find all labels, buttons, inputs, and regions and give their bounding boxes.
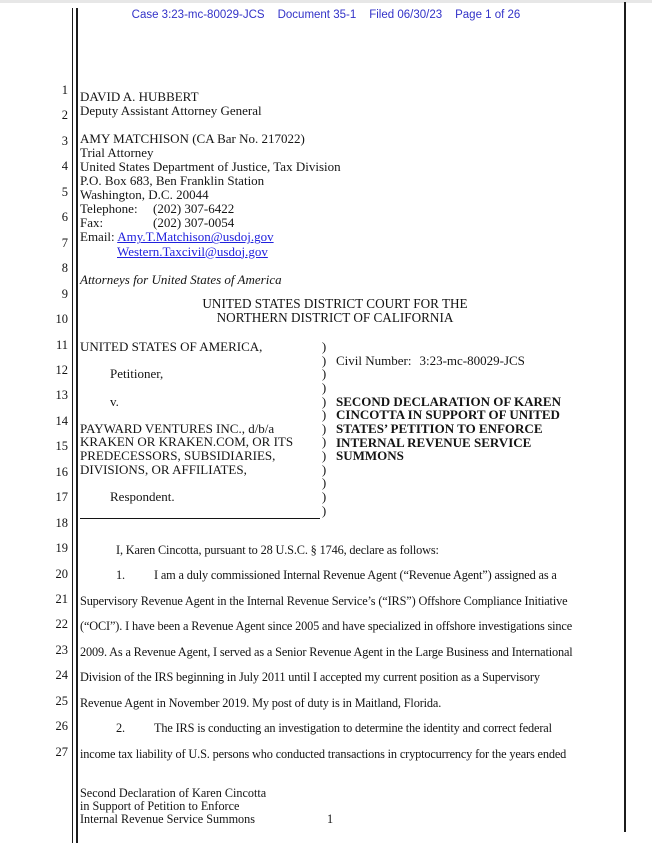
attorney-line: Washington, D.C. 20044 bbox=[80, 187, 209, 203]
paragraph-number: 1. bbox=[116, 568, 125, 583]
attorney-line: DAVID A. HUBBERT bbox=[80, 89, 199, 104]
footer-line: Second Declaration of Karen Cincotta bbox=[80, 786, 267, 800]
body-line bbox=[80, 696, 441, 710]
window-edge-strip bbox=[0, 0, 652, 3]
line-number: 18 bbox=[55, 515, 68, 530]
attorney-line bbox=[80, 216, 440, 230]
caption-party-line: UNITED STATES OF AMERICA, bbox=[80, 339, 263, 354]
attorney-line bbox=[80, 245, 440, 259]
caption-separator: ) bbox=[321, 434, 327, 450]
line-number: 23 bbox=[55, 642, 68, 657]
line-number: 22 bbox=[55, 617, 68, 632]
caption-separator: ) bbox=[321, 461, 327, 477]
body-line-text: (“OCI”). I have been a Revenue Agent since 2005 and have specialized in offshore investigations since bbox=[80, 619, 573, 634]
body-line bbox=[80, 747, 566, 761]
document-title-line: CINCOTTA IN SUPPORT OF UNITED bbox=[336, 407, 560, 423]
caption-separator-column bbox=[318, 340, 330, 517]
attorney-line: United States Department of Justice, Tax Division bbox=[80, 159, 341, 175]
caption-party-line: v. bbox=[110, 393, 119, 409]
case-caption bbox=[80, 340, 625, 530]
field-label: Telephone: bbox=[80, 201, 138, 217]
caption-party-line bbox=[80, 381, 320, 395]
line-number: 14 bbox=[55, 413, 68, 428]
line-number: 2 bbox=[61, 108, 68, 123]
attorney-line bbox=[80, 202, 440, 216]
attorney-block bbox=[80, 90, 440, 287]
field-label: Fax: bbox=[80, 215, 104, 231]
line-number: 1 bbox=[61, 83, 68, 97]
attorney-line bbox=[80, 118, 440, 132]
line-number: 11 bbox=[55, 337, 68, 352]
line-number: 10 bbox=[55, 312, 68, 327]
pleading-rule-left-outer bbox=[72, 8, 73, 843]
caption-party-line: KRAKEN OR KRAKEN.COM, OR ITS bbox=[80, 434, 294, 450]
caption-party-line bbox=[80, 408, 320, 422]
attorney-line bbox=[80, 259, 440, 273]
line-number: 15 bbox=[55, 439, 68, 454]
caption-separator: ) bbox=[321, 393, 327, 409]
field-value: (202) 307-0054 bbox=[153, 215, 235, 231]
caption-separator: ) bbox=[321, 448, 327, 464]
document-title-line: SECOND DECLARATION OF KAREN bbox=[336, 393, 561, 409]
line-number: 17 bbox=[55, 490, 68, 505]
attorney-line: Trial Attorney bbox=[80, 145, 154, 161]
line-number: 25 bbox=[55, 693, 68, 708]
caption-separator: ) bbox=[321, 366, 327, 382]
email-link[interactable]: Western.Taxcivil@usdoj.gov bbox=[117, 243, 268, 259]
body-line-text: The IRS is conducting an investigation to determine the identity and correct federal bbox=[154, 721, 552, 736]
line-number: 13 bbox=[55, 388, 68, 403]
civil-number-value: 3:23-mc-80029-JCS bbox=[419, 352, 525, 368]
caption-separator: ) bbox=[321, 352, 327, 368]
caption-separator: ) bbox=[321, 420, 327, 436]
line-number: 27 bbox=[55, 744, 68, 759]
caption-separator: ) bbox=[321, 489, 327, 505]
page-footer bbox=[80, 786, 334, 826]
body-line-text: Revenue Agent in November 2019. My post of duty is in Maitland, Florida. bbox=[80, 695, 442, 710]
caption-party-line: PREDECESSORS, SUBSIDIARIES, bbox=[80, 448, 276, 464]
attorney-line: Deputy Assistant Attorney General bbox=[80, 103, 262, 119]
line-number: 21 bbox=[55, 592, 68, 606]
civil-number-label: Civil Number: bbox=[336, 352, 412, 368]
ecf-page-count: Page 1 of 26 bbox=[455, 9, 521, 21]
body-line-text: 2009. As a Revenue Agent, I served as a Senior Revenue Agent in the Large Business and International bbox=[80, 644, 573, 659]
body-line bbox=[80, 568, 557, 582]
paragraph-number: 2. bbox=[116, 721, 125, 736]
line-number: 26 bbox=[55, 719, 68, 734]
caption-separator: ) bbox=[321, 502, 327, 518]
line-number: 24 bbox=[55, 668, 68, 683]
email-link[interactable]: Amy.T.Matchison@usdoj.gov bbox=[117, 229, 274, 245]
body-line-text: Supervisory Revenue Agent in the Internal Revenue Service’s (“IRS”) Offshore Compliance Initiative bbox=[80, 593, 568, 608]
court-name-line-2: NORTHERN DISTRICT OF CALIFORNIA bbox=[216, 310, 454, 326]
body-line bbox=[80, 543, 439, 557]
pleading-rule-left-inner bbox=[76, 8, 78, 843]
ecf-case-number: Case 3:23-mc-80029-JCS bbox=[131, 9, 265, 21]
caption-party-line: Respondent. bbox=[110, 489, 175, 505]
line-number: 8 bbox=[61, 261, 68, 276]
line-number: 12 bbox=[55, 362, 68, 377]
line-number: 3 bbox=[61, 133, 68, 148]
caption-party-line: PAYWARD VENTURES INC., d/b/a bbox=[80, 420, 275, 436]
body-line-text: I, Karen Cincotta, pursuant to 28 U.S.C. § 1746, declare as follows: bbox=[116, 543, 439, 557]
body-line bbox=[80, 645, 573, 659]
line-number: 16 bbox=[55, 464, 68, 479]
caption-separator: ) bbox=[321, 407, 327, 423]
line-number: 9 bbox=[61, 286, 68, 301]
attorney-line bbox=[80, 230, 440, 244]
ecf-header bbox=[0, 9, 652, 21]
attorney-line: Attorneys for United States of America bbox=[80, 271, 282, 287]
body-line bbox=[80, 670, 540, 684]
line-number: 7 bbox=[61, 235, 68, 250]
caption-separator: ) bbox=[321, 475, 327, 491]
court-name-line-1: UNITED STATES DISTRICT COURT FOR THE bbox=[202, 296, 468, 311]
caption-party-line: DIVISIONS, OR AFFILIATES, bbox=[80, 461, 247, 477]
caption-parties bbox=[80, 340, 320, 519]
body-line-text: Division of the IRS beginning in July 2011 until I accepted my current position as a Supervisory bbox=[80, 670, 540, 685]
caption-separator: ) bbox=[321, 339, 327, 354]
line-number: 19 bbox=[55, 541, 68, 556]
line-number: 20 bbox=[55, 566, 68, 581]
caption-party-line bbox=[80, 476, 320, 490]
ecf-document-number: Document 35-1 bbox=[277, 9, 357, 21]
document-title-line: STATES’ PETITION TO ENFORCE bbox=[336, 420, 543, 436]
body-line-text: I am a duly commissioned Internal Revenue Agent (“Revenue Agent”) assigned as a bbox=[154, 568, 557, 583]
caption-party-line bbox=[80, 354, 320, 368]
civil-number-line bbox=[336, 354, 525, 368]
footer-line: in Support of Petition to Enforce bbox=[80, 798, 240, 813]
line-number: 6 bbox=[61, 210, 68, 225]
body-line-text: income tax liability of U.S. persons who conducted transactions in cryptocurrency for the years ended bbox=[80, 746, 567, 761]
document-title-line: SUMMONS bbox=[336, 448, 404, 464]
caption-party-line: Petitioner, bbox=[110, 366, 164, 382]
page-number: 1 bbox=[327, 811, 334, 826]
email-prefix: Email: bbox=[80, 229, 118, 245]
court-heading bbox=[80, 297, 590, 325]
document-title-line: INTERNAL REVENUE SERVICE bbox=[336, 434, 532, 450]
document-title bbox=[336, 395, 561, 463]
body-line bbox=[80, 619, 572, 633]
attorney-line: P.O. Box 683, Ben Franklin Station bbox=[80, 173, 265, 189]
field-value: (202) 307-6422 bbox=[153, 201, 235, 217]
ecf-filed-date: Filed 06/30/23 bbox=[369, 9, 443, 21]
line-number: 4 bbox=[61, 159, 68, 174]
attorney-line: AMY MATCHISON (CA Bar No. 217022) bbox=[80, 131, 305, 147]
line-number: 5 bbox=[61, 184, 68, 199]
caption-separator: ) bbox=[321, 379, 327, 395]
body-line bbox=[80, 721, 552, 735]
footer-line: Internal Revenue Service Summons bbox=[80, 811, 255, 826]
body-line bbox=[80, 594, 567, 608]
